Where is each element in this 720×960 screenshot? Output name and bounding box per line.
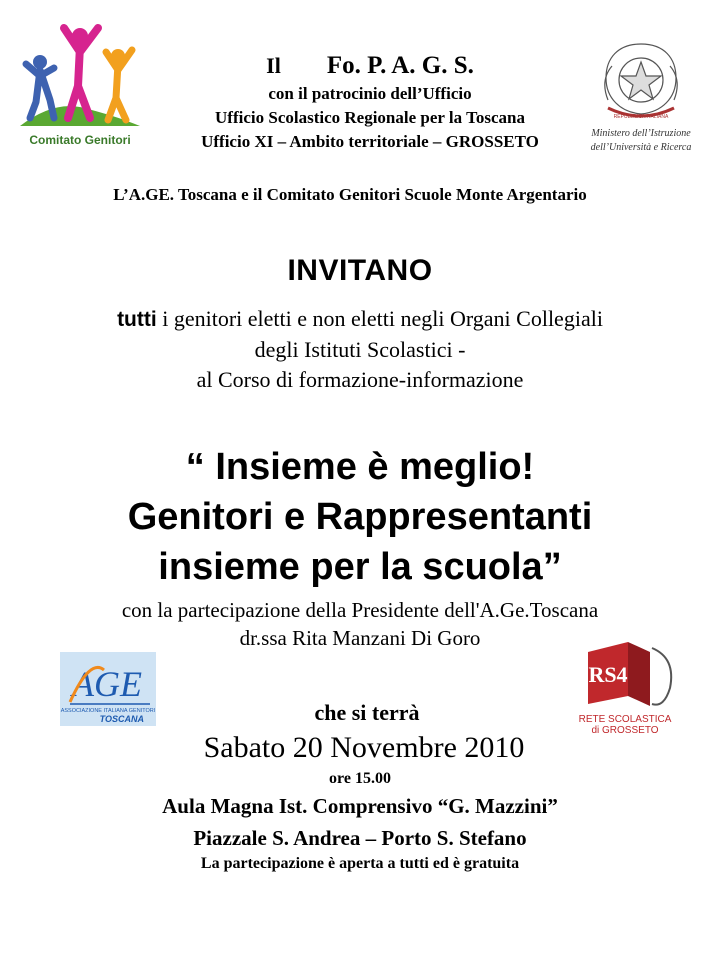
invite-heading: INVITANO	[287, 254, 433, 287]
rete-label-line1: RETE SCOLASTICA	[578, 714, 672, 725]
ministero-ribbon-text: REPUBBLICA ITALIANA	[613, 114, 669, 120]
event-intro: che si terrà	[314, 700, 420, 725]
comitato-genitori-logo	[14, 22, 146, 150]
invite-line-1-rest: i genitori eletti e non eletti negli Organi Collegiali	[156, 306, 603, 331]
header-block	[140, 50, 600, 154]
organizers-line: L’A.GE. Toscana e il Comitato Genitori Scuole Monte Argentario	[113, 185, 587, 204]
age-region: TOSCANA	[99, 714, 144, 724]
event-note: La partecipazione è aperta a tutti ed è gratuita	[200, 855, 520, 872]
event-date: Sabato 20 Novembre 2010	[203, 731, 525, 764]
course-title	[0, 442, 720, 592]
ministero-label-line2: dell’Università e Ricerca	[590, 142, 692, 153]
comitato-label: Comitato Genitori	[29, 133, 131, 147]
rete-monogram: RS4	[588, 662, 628, 687]
participation-line-1: con la partecipazione della Presidente dell'A.Ge.Toscana	[121, 598, 599, 622]
event-venue-line-2: Piazzale S. Andrea – Porto S. Stefano	[193, 826, 527, 850]
participation-line-2: dr.ssa Rita Manzani Di Goro	[239, 626, 481, 650]
invite-line-3: al Corso di formazione-informazione	[196, 367, 524, 392]
invite-text-block	[0, 304, 720, 395]
invite-line-1	[0, 304, 720, 335]
territorial-office-line: Ufficio XI – Ambito territoriale – GROSSETO	[201, 132, 539, 151]
header-title-prefix: Il	[266, 53, 281, 78]
regional-office-line: Ufficio Scolastico Regionale per la Toscana	[215, 108, 525, 127]
rete-label-line2: di GROSSETO	[591, 725, 659, 736]
patronage-line: con il patrocinio dell’Ufficio	[268, 84, 472, 103]
ministero-emblem-logo	[578, 36, 704, 160]
invite-line-2: degli Istituti Scolastici -	[254, 337, 466, 362]
event-time: ore 15.00	[329, 770, 391, 787]
event-venue-line-1: Aula Magna Ist. Comprensivo “G. Mazzini”	[162, 794, 558, 818]
header-title	[140, 50, 600, 82]
header-title-main: Fo. P. A. G. S.	[326, 52, 474, 79]
event-details	[0, 698, 720, 874]
age-brand: AGE	[72, 664, 142, 704]
course-title-line-2: Genitori e Rappresentanti	[127, 496, 593, 538]
course-title-line-1: “ Insieme è meglio!	[185, 446, 535, 488]
ministero-label-line1: Ministero dell’Istruzione	[591, 128, 691, 139]
invite-lead-bold: tutti	[117, 308, 157, 331]
course-title-line-3: insieme per la scuola”	[158, 546, 562, 588]
age-tagline: ASSOCIAZIONE ITALIANA GENITORI	[60, 708, 156, 714]
